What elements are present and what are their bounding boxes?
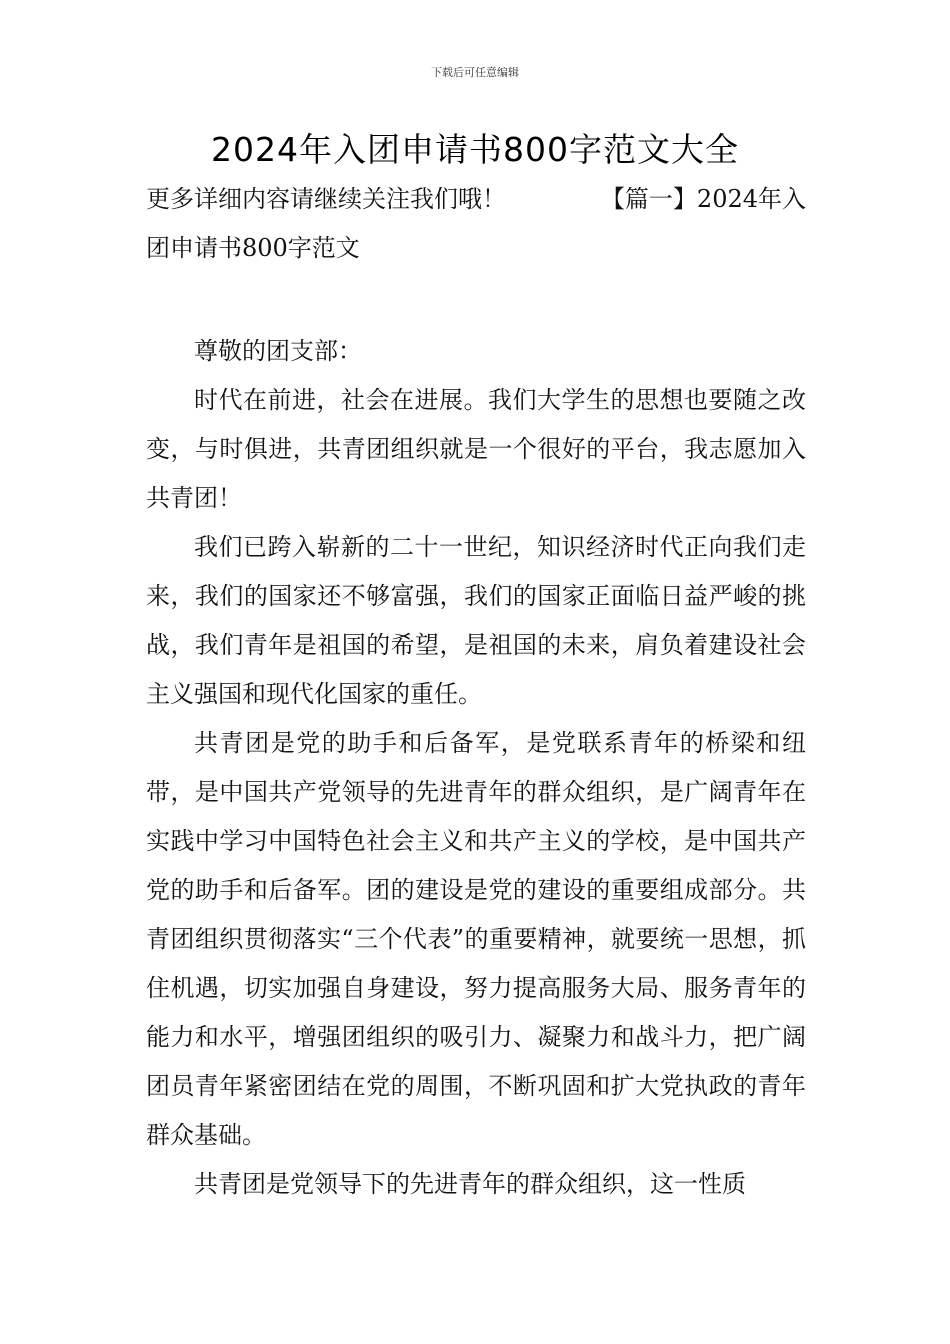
intro-note: 更多详细内容请继续关注我们哦！ <box>146 185 506 213</box>
section-heading-part-1: 【篇一】2024年入 <box>600 185 806 213</box>
paragraph: 时代在前进，社会在进展。我们大学生的思想也要随之改变，与时俱进，共青团组织就是一个很好的平台，我志愿加入共青团！ <box>146 386 806 512</box>
intro-line-1 <box>146 175 806 224</box>
intro-block <box>146 175 806 273</box>
header-note: 下载后可任意编辑 <box>431 66 519 79</box>
salutation: 尊敬的团支部： <box>194 337 362 365</box>
paragraph: 我们已跨入崭新的二十一世纪，知识经济时代正向我们走来，我们的国家还不够富强，我们的国家正面临日益严峻的挑战，我们青年是祖国的希望，是祖国的未来，肩负着建设社会主义强国和现代化国家的重任。 <box>146 533 806 708</box>
letter-content <box>146 327 806 1209</box>
document-title: 2024年入团申请书800字范文大全 <box>211 130 739 169</box>
paragraph: 共青团是党领导下的先进青年的群众组织，这一性质 <box>194 1170 746 1198</box>
section-heading-part-2: 团申请书800字范文 <box>146 234 360 262</box>
paragraph: 共青团是党的助手和后备军，是党联系青年的桥梁和纽带，是中国共产党领导的先进青年的群众组织，是广阔青年在实践中学习中国特色社会主义和共产主义的学校，是中国共产党的助手和后备军。团的建设是党的建设的重要组成部分。共青团组织贯彻落实“三个代表”的重要精神，就要统一思想，抓住机遇，切实加强自身建设，努力提高服务大局、服务青年的能力和水平，增强团组织的吸引力、凝聚力和战斗力，把广阔团员青年紧密团结在党的周围，不断巩固和扩大党执政的青年群众基础。 <box>146 729 806 1149</box>
